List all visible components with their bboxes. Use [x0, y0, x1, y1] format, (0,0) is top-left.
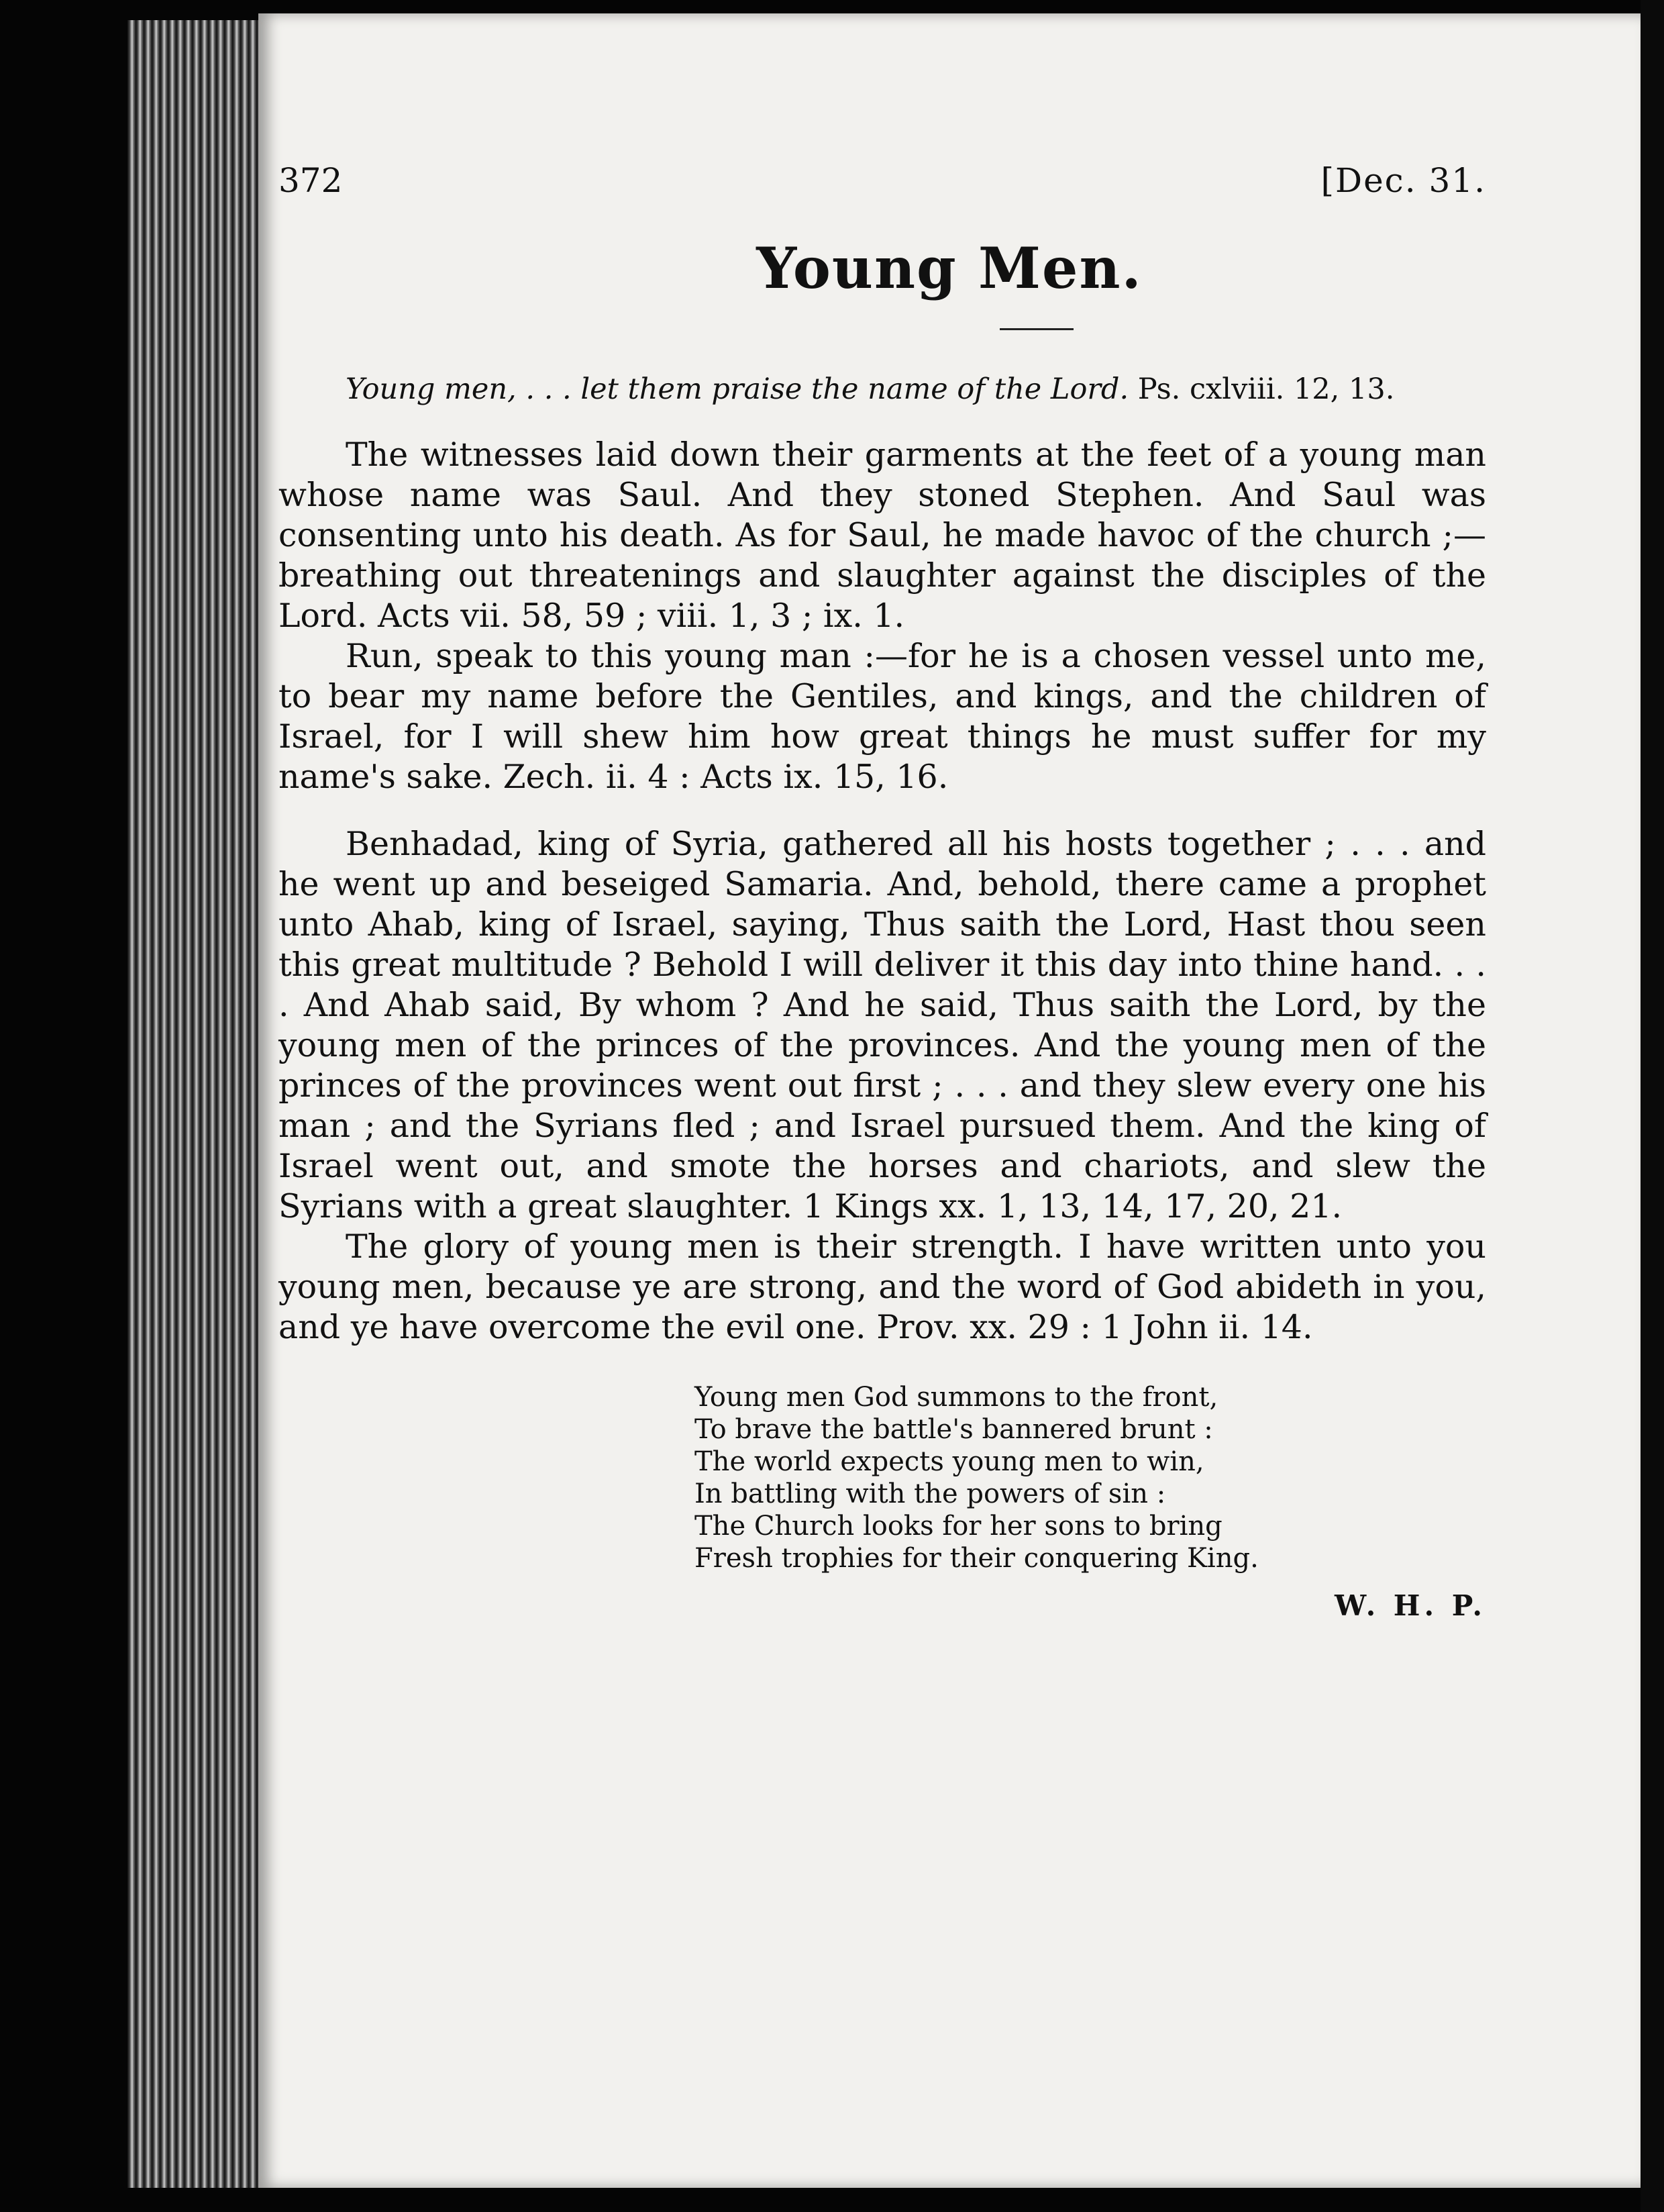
poem-line: Fresh trophies for their conquering King. — [694, 1543, 1259, 1574]
signature: W. H. P. — [1334, 1589, 1486, 1622]
paragraph: Run, speak to this young man :—for he is a chosen vessel unto me, to bear my name before the Gentiles, and kings, and the children of Israel, for I will shew him how great things he must suffer for my name's sake. Zech. ii. 4 : Acts ix. 15, 16. — [278, 637, 1486, 796]
section-gap — [278, 797, 1486, 824]
paragraph: Benhadad, king of Syria, gathered all his hosts together ; . . . and he went up and beseiged Samaria. And, behold, there came a prophet unto Ahab, king of Israel, saying, Thus saith the Lord, Hast thou seen this great multitude ? Behold I will deliver it this day into thine hand. . . . And Ahab said, By whom ? And he said, Thus saith the Lord, by the young men of the princes of the provinces. And the young men of the princes of the provinces went out first ; . . . and they slew every one his man ; and the Syrians fled ; and Israel pursued them. And the king of Israel went out, and smote the horses and chariots, and slew the Syrians with a great slaughter. 1 Kings xx. 1, 13, 14, 17, 20, 21. — [278, 825, 1486, 1225]
poem-line: In battling with the powers of sin : — [694, 1478, 1166, 1509]
book-page-edges — [127, 20, 268, 2188]
page-title: Young Men. — [756, 235, 1143, 301]
paragraph: The glory of young men is their strength. I have written unto you young men, because ye are strong, and the word of God abideth in you, and ye have overcome the evil one. Prov. xx. 29 : 1 John ii. 14. — [278, 1227, 1486, 1346]
page-content — [278, 161, 1486, 1622]
poem-line: Young men God summons to the front, — [694, 1382, 1218, 1413]
poem-line: To brave the battle's bannered brunt : — [694, 1414, 1213, 1445]
title-rule — [1000, 328, 1074, 330]
scan-border — [1641, 0, 1664, 2212]
poem — [694, 1381, 1486, 1574]
paragraph: The witnesses laid down their garments at the feet of a young man whose name was Saul. And they stoned Stephen. And Saul was consenting unto his death. As for Saul, he made havoc of the church ;—breathing out threatenings and slaughter against the disciples of the Lord. Acts vii. 58, 59 ; viii. 1, 3 ; ix. 1. — [278, 436, 1486, 635]
section-gap — [278, 408, 1486, 435]
epigraph-quote: Young men, . . . let them praise the name of the Lord. — [346, 372, 1129, 406]
epigraph — [278, 370, 1486, 408]
running-head — [278, 161, 1486, 208]
running-head-date: [Dec. 31. — [1320, 161, 1486, 200]
epigraph-reference: Ps. cxlviii. 12, 13. — [1137, 372, 1395, 406]
poem-line: The Church looks for her sons to bring — [694, 1511, 1223, 1542]
poem-line: The world expects young men to win, — [694, 1446, 1204, 1477]
page-number: 372 — [278, 161, 343, 200]
